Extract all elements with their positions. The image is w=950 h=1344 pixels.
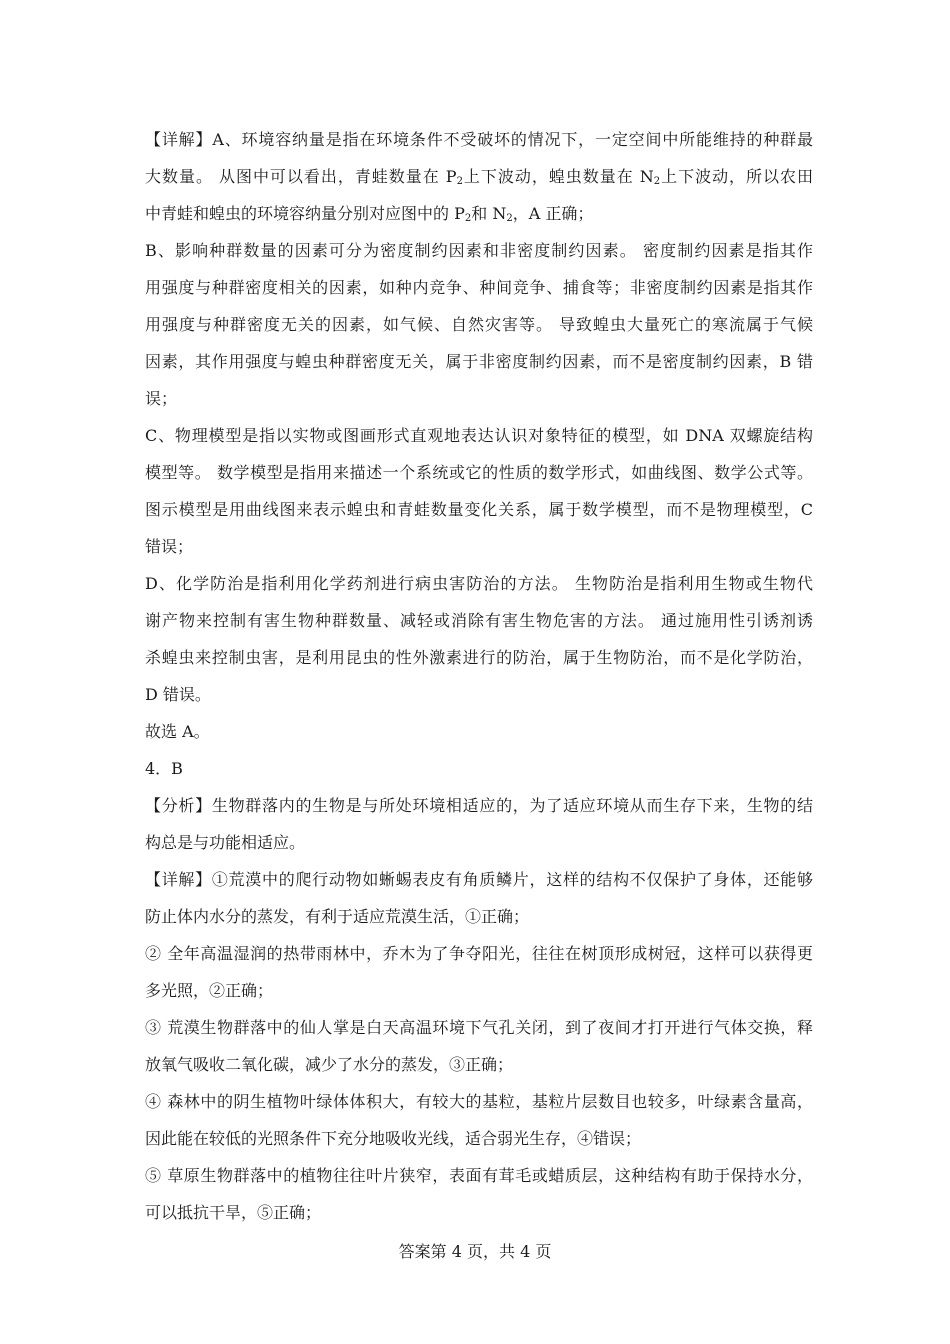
text-line: 大数量。 从图中可以看出，青蛙数量在 $P_2$上下波动，蝗虫数量在 $N_2$上下波动，所以农田 <box>145 167 813 187</box>
text-line: ③ 荒漠生物群落中的仙人掌是白天高温环境下气孔关闭，到了夜间才打开进行气体交换，释 <box>145 1018 813 1037</box>
text-line: 防止体内水分的蒸发，有利于适应荒漠生活，①正确； <box>145 907 530 926</box>
text-line: 【详解】A、环境容纳量是指在环境条件不受破坏的情况下，一定空间中所能维持的种群最 <box>145 130 813 149</box>
text-line: 图示模型是用曲线图来表示蝗虫和青蛙数量变化关系，属于数学模型，而不是物理模型，C <box>145 500 813 519</box>
question-number: 4．B <box>145 759 183 778</box>
text-line: 可以抵抗干旱，⑤正确； <box>145 1203 322 1222</box>
text-line: 模型等。 数学模型是指用来描述一个系统或它的性质的数学形式，如曲线图、数学公式等。 <box>145 463 813 482</box>
text-line: B、影响种群数量的因素可分为密度制约因素和非密度制约因素。 密度制约因素是指其作 <box>145 241 813 260</box>
text-line: D、化学防治是指利用化学药剂进行病虫害防治的方法。 生物防治是指利用生物或生物代 <box>145 574 813 593</box>
text-line: 谢产物来控制有害生物种群数量、减轻或消除有害生物危害的方法。 通过施用性引诱剂诱 <box>145 611 813 630</box>
text-line: 放氧气吸收二氧化碳，减少了水分的蒸发，③正确； <box>145 1055 514 1074</box>
text-line: 用强度与种群密度相关的因素，如种内竞争、种间竞争、捕食等；非密度制约因素是指其作 <box>145 278 813 297</box>
text-line: 【详解】①荒漠中的爬行动物如蜥蜴表皮有角质鳞片，这样的结构不仅保护了身体，还能够 <box>145 870 813 889</box>
page-footer: 答案第 4 页，共 4 页 <box>398 1242 552 1261</box>
text-line: ② 全年高温湿润的热带雨林中，乔木为了争夺阳光，往往在树顶形成树冠，这样可以获得更 <box>145 944 813 963</box>
text-line: 【分析】生物群落内的生物是与所处环境相适应的，为了适应环境从而生存下来，生物的结 <box>145 796 813 815</box>
answer-body <box>145 121 813 1231</box>
text-line: 多光照，②正确； <box>145 981 274 1000</box>
text-line: 用强度与种群密度无关的因素，如气候、自然灾害等。 导致蝗虫大量死亡的寒流属于气候 <box>145 315 813 334</box>
text-line: D 错误。 <box>145 685 211 704</box>
text-line: 杀蝗虫来控制虫害，是利用昆虫的性外激素进行的防治，属于生物防治，而不是化学防治， <box>145 648 813 667</box>
text-line: 故选 A。 <box>145 722 210 741</box>
text-line: 中青蛙和蝗虫的环境容纳量分别对应图中的 $P_2$和 $N_2$，A 正确； <box>145 204 594 224</box>
text-line: ④ 森林中的阴生植物叶绿体体积大，有较大的基粒，基粒片层数目也较多，叶绿素含量高， <box>145 1092 813 1111</box>
text-line: 误； <box>145 389 178 408</box>
text-line: ⑤ 草原生物群落中的植物往往叶片狭窄，表面有茸毛或蜡质层，这种结构有助于保持水分， <box>145 1166 813 1185</box>
text-line: C、物理模型是指以实物或图画形式直观地表达认识对象特征的模型，如 DNA 双螺旋结构 <box>145 426 813 445</box>
text-line: 构总是与功能相适应。 <box>145 833 306 852</box>
text-line: 因此能在较低的光照条件下充分地吸收光线，适合弱光生存，④错误； <box>145 1129 642 1148</box>
text-line: 错误； <box>145 537 194 556</box>
text-line: 因素，其作用强度与蝗虫种群密度无关，属于非密度制约因素，而不是密度制约因素，B 错 <box>145 352 813 371</box>
